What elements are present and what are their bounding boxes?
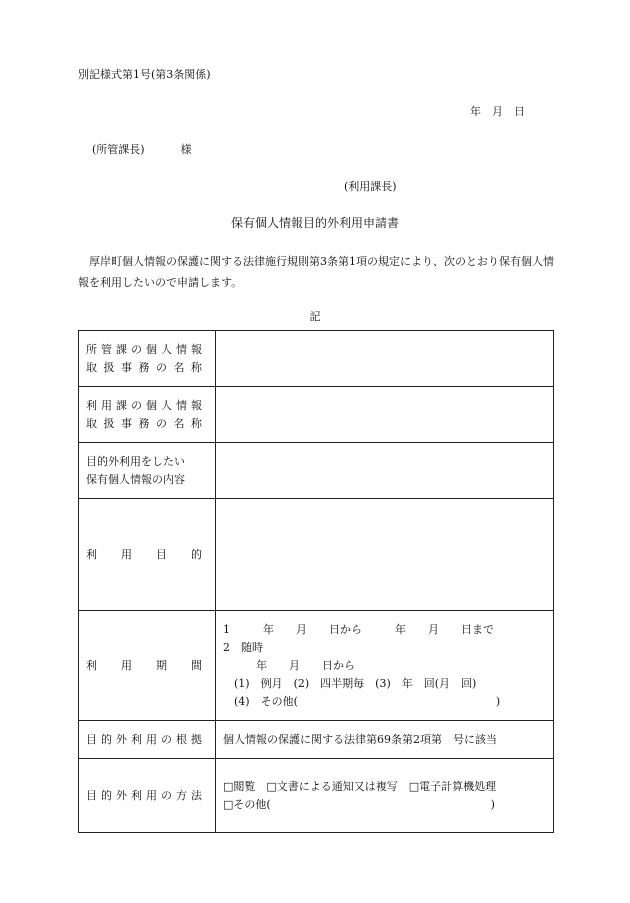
label-char: 個 xyxy=(146,342,157,356)
label-char: 事 xyxy=(121,416,132,430)
period-option-fixed: 1 年 月 日から 年 月 日まで xyxy=(223,622,494,636)
label-char: 情 xyxy=(176,398,187,412)
label-char: 目 xyxy=(86,788,97,802)
application-table xyxy=(78,330,554,833)
label-char: 拠 xyxy=(191,732,202,746)
label-char: 用 xyxy=(101,398,112,412)
label-char: 利 xyxy=(86,398,97,412)
label-char: 課 xyxy=(116,342,127,356)
table-row xyxy=(79,387,554,443)
period-other: (4) その他( ) xyxy=(223,694,501,708)
label-line xyxy=(86,731,202,749)
label-char: 外 xyxy=(116,788,127,802)
label-char: 用 xyxy=(121,547,132,561)
label-char: 務 xyxy=(138,360,150,374)
label-char: 用 xyxy=(146,788,157,802)
label-line xyxy=(86,415,202,433)
label-char: 所 xyxy=(86,342,97,356)
ki-heading: 記 xyxy=(309,310,321,323)
label-line: 目的外利用をしたい xyxy=(86,454,185,468)
label-char: 目 xyxy=(86,732,97,746)
label-line xyxy=(86,657,202,675)
label-char: 利 xyxy=(131,788,142,802)
requester: (利用課長) xyxy=(344,180,397,193)
label-char: 扱 xyxy=(103,416,115,430)
period-frequency-options: (1) 例月 (2) 四半期毎 (3) 年 回(月 回) xyxy=(223,676,477,690)
using-dept-affairs-field[interactable] xyxy=(216,387,554,443)
label-line xyxy=(86,397,202,415)
label-char: 称 xyxy=(191,416,202,430)
purpose-field[interactable] xyxy=(216,499,554,611)
document-title: 保有個人情報目的外利用申請書 xyxy=(230,216,399,230)
label-char: 期 xyxy=(156,658,167,672)
label-char: 名 xyxy=(173,360,185,374)
label-char: 事 xyxy=(121,360,132,374)
legal-basis-field[interactable]: 個人情報の保護に関する法律第69条第2項第 号に該当 xyxy=(216,721,554,759)
label-char: 取 xyxy=(86,416,97,430)
addressee-suffix: 様 xyxy=(180,143,192,156)
label-char: の xyxy=(131,398,142,412)
label-char: 的 xyxy=(191,547,202,561)
form-number: 別記様式第1号(第3条関係) xyxy=(78,68,211,81)
label-char: 目 xyxy=(156,547,167,561)
table-row xyxy=(79,331,554,387)
label-line xyxy=(86,787,202,805)
label-char: 的 xyxy=(101,788,112,802)
table-row xyxy=(79,443,554,499)
method-other-option[interactable]: □その他( ) xyxy=(223,797,495,811)
label-char: 名 xyxy=(173,416,185,430)
owning-dept-affairs-field[interactable] xyxy=(216,331,554,387)
label-char: 方 xyxy=(176,788,187,802)
row-label-purpose xyxy=(79,499,216,611)
period-option-anytime: 2 随時 xyxy=(223,640,263,654)
label-char: 法 xyxy=(191,788,202,802)
row-label-using-dept-affairs xyxy=(79,387,216,443)
label-char: の xyxy=(161,788,172,802)
label-char: 務 xyxy=(138,416,150,430)
label-char: 報 xyxy=(191,342,202,356)
label-char: 取 xyxy=(86,360,97,374)
label-char: 利 xyxy=(131,732,142,746)
table-row xyxy=(79,721,554,759)
label-char: 的 xyxy=(101,732,112,746)
table-row xyxy=(79,759,554,833)
date-line: 年 月 日 xyxy=(470,105,525,118)
info-content-field[interactable] xyxy=(216,443,554,499)
label-char: 根 xyxy=(176,732,187,746)
row-label-legal-basis xyxy=(79,721,216,759)
addressee xyxy=(92,141,192,157)
label-char: 情 xyxy=(176,342,187,356)
label-line: 保有個人情報の内容 xyxy=(86,472,185,486)
label-char: 人 xyxy=(161,342,172,356)
label-line xyxy=(86,546,202,564)
row-label-period xyxy=(79,611,216,721)
label-char: 個 xyxy=(146,398,157,412)
label-char: の xyxy=(161,732,172,746)
method-field[interactable] xyxy=(216,759,554,833)
label-char: 外 xyxy=(116,732,127,746)
label-char: 扱 xyxy=(103,360,115,374)
body-text: 厚岸町個人情報の保護に関する法律施行規則第3条第1項の規定により、次のとおり保有個人情報を利用したいので申請します。 xyxy=(78,255,554,289)
row-label-method xyxy=(79,759,216,833)
label-char: 人 xyxy=(161,398,172,412)
addressee-title: (所管課長) xyxy=(92,143,145,156)
label-line xyxy=(86,341,202,359)
label-char: 間 xyxy=(191,658,202,672)
table-row xyxy=(79,499,554,611)
period-start-date: 年 月 日から xyxy=(223,658,355,672)
label-char: 報 xyxy=(191,398,202,412)
row-label-owning-dept-affairs xyxy=(79,331,216,387)
label-char: 称 xyxy=(191,360,202,374)
label-char: の xyxy=(156,360,167,374)
label-line xyxy=(86,359,202,377)
label-char: 用 xyxy=(121,658,132,672)
method-checkbox-options[interactable]: □閲覧 □文書による通知又は複写 □電子計算機処理 xyxy=(223,779,497,793)
table-row xyxy=(79,611,554,721)
label-char: 用 xyxy=(146,732,157,746)
label-char: の xyxy=(131,342,142,356)
row-label-info-content xyxy=(79,443,216,499)
label-char: 利 xyxy=(86,658,97,672)
label-char: の xyxy=(156,416,167,430)
label-char: 課 xyxy=(116,398,127,412)
label-char: 管 xyxy=(101,342,112,356)
label-char: 利 xyxy=(86,547,97,561)
period-field[interactable] xyxy=(216,611,554,721)
